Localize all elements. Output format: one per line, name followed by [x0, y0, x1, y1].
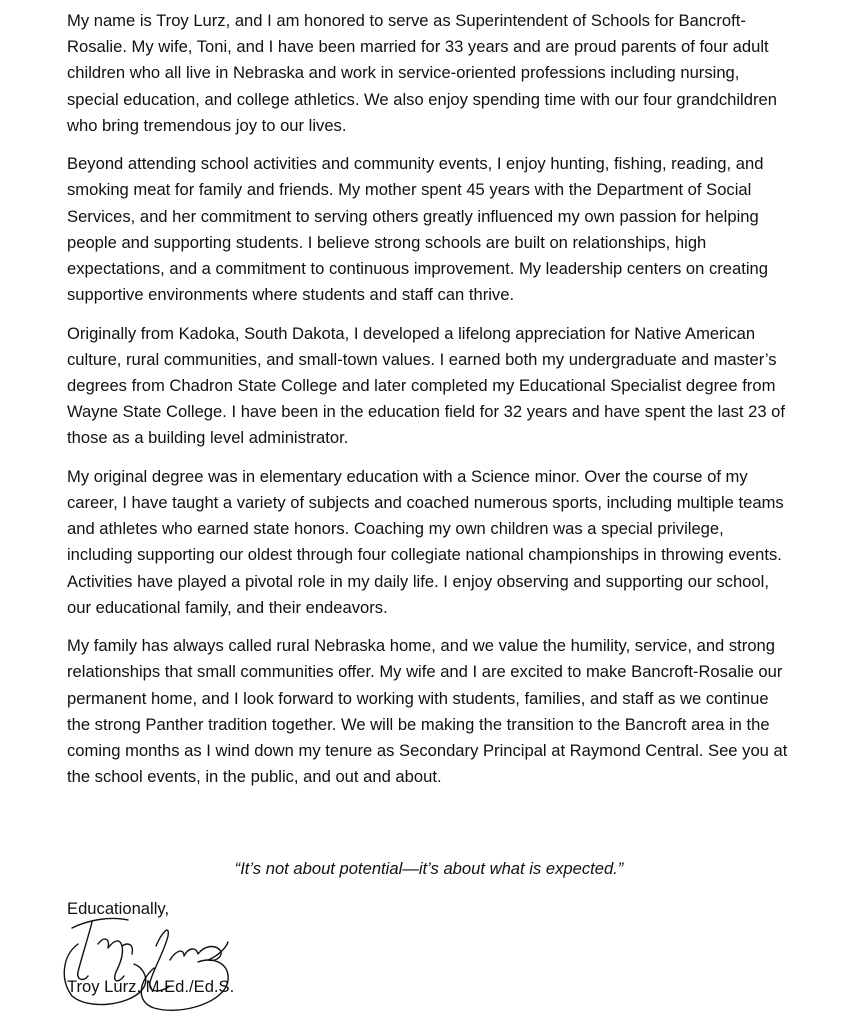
- motto-quote: “It’s not about potential—it’s about what is expected.”: [234, 859, 624, 878]
- paragraph-career: My original degree was in elementary education with a Science minor. Over the course of my career, I have taught a variety of subjects and coached numerous sports, including multiple teams and athletes who earned state honors. Coaching my own children was a special privilege, including supporting our oldest through four collegiate national championships in throwing events. Activities have played a pivotal role in my daily life. I enjoy observing and supporting our school, our educational family, and their endeavors.: [67, 466, 784, 617]
- paragraph-introduction: My name is Troy Lurz, and I am honored to serve as Superintendent of Schools for Bancroft-Rosalie. My wife, Toni, and I have been married for 33 years and are proud parents of four adult children who all live in Nebraska and work in service-oriented professions including nursing, special education, and college athletics. We also enjoy spending time with our four grandchildren who bring tremendous joy to our lives.: [67, 11, 777, 135]
- paragraph-interests: Beyond attending school activities and community events, I enjoy hunting, fishing, reading, and smoking meat for family and friends. My mother spent 45 years with the Department of Social Services, and her commitment to serving others greatly influenced my own passion for helping people and supporting students. I believe strong schools are built on relationships, high expectations, and a commitment to continuous improvement. My leadership centers on creating supportive environments where students and staff can thrive.: [67, 154, 768, 305]
- closing-salutation: Educationally,: [67, 899, 170, 918]
- letter-body: [67, 8, 791, 996]
- paragraph-family-home: My family has always called rural Nebraska home, and we value the humility, service, and strong relationships that small communities offer. My wife and I are excited to make Bancroft-Rosalie our permanent home, and I look forward to working with students, families, and staff as we continue the strong Panther tradition together. We will be making the transition to the Bancroft area in the coming months as I wind down my tenure as Secondary Principal at Raymond Central. See you at the school events, in the public, and out and about.: [67, 636, 788, 787]
- paragraph-background: Originally from Kadoka, South Dakota, I developed a lifelong appreciation for Native American culture, rural communities, and small-town values. I earned both my undergraduate and master’s degrees from Chadron State College and later completed my Educational Specialist degree from Wayne State College. I have been in the education field for 32 years and have spent the last 23 of those as a building level administrator.: [67, 323, 785, 448]
- handwritten-signature: [58, 898, 238, 1013]
- signer-name: Troy Lurz, M.Ed./Ed.S.: [67, 977, 235, 996]
